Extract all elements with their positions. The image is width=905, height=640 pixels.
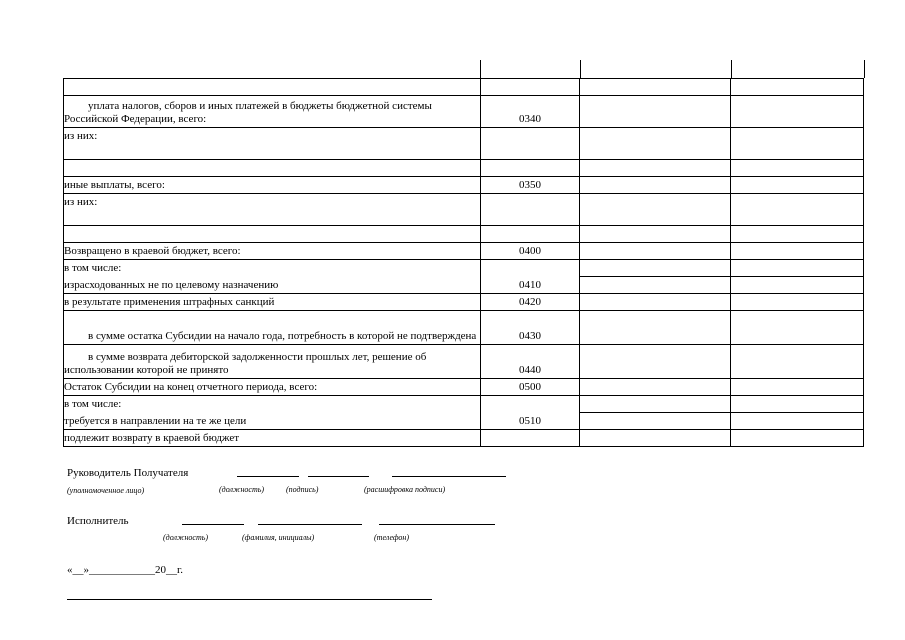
row-value-cell[interactable] [731,96,864,128]
table-row [64,311,864,345]
row-value-cell[interactable] [580,160,731,177]
table-row [64,396,864,413]
row-value-cell[interactable] [580,243,731,260]
row-value-cell[interactable] [580,128,731,160]
row-code: 0430 [481,311,580,345]
row-label [64,160,481,177]
row-label: уплата налогов, сборов и иных платежей в бюджеты бюджетной системы Российской Федерации, всего: [64,96,481,128]
row-label: иные выплаты, всего: [64,177,481,194]
row-value-cell[interactable] [731,177,864,194]
row-label [64,79,481,96]
row-value-cell[interactable] [580,345,731,379]
head-sign-line [308,476,369,477]
table-row [64,345,864,379]
exec-label: Исполнитель [67,515,129,527]
exec-name-caption: (фамилия, инициалы) [242,533,315,542]
row-value-cell[interactable] [731,379,864,396]
row-value-cell[interactable] [731,243,864,260]
table-row [64,243,864,260]
row-code: 0500 [481,379,580,396]
row-code [481,79,580,96]
head-position-caption: (должность) [219,485,265,494]
exec-position-caption: (должность) [163,533,209,542]
row-value-cell[interactable] [580,194,731,226]
head-sign-caption: (подпись) [286,485,319,494]
exec-name-line [258,524,362,525]
row-value-cell[interactable] [580,396,731,413]
row-value-cell[interactable] [731,413,864,430]
row-code: 0350 [481,177,580,194]
table-row [64,294,864,311]
row-value-cell[interactable] [731,128,864,160]
report-table [63,78,864,447]
exec-phone-caption: (телефон) [374,533,410,542]
row-label [64,226,481,243]
head-name-caption: (расшифровка подписи) [364,485,446,494]
row-code [481,226,580,243]
row-code [481,160,580,177]
row-value-cell[interactable] [580,379,731,396]
table-row [64,177,864,194]
footnote-separator [67,599,432,600]
row-value-cell[interactable] [731,277,864,294]
date-line: «__»____________20__г. [67,564,184,576]
row-value-cell[interactable] [731,294,864,311]
table-row [64,96,864,128]
row-code: 0420 [481,294,580,311]
row-code: 0440 [481,345,580,379]
head-sub-caption: (уполномоченное лицо) [67,486,145,495]
exec-position-line [182,524,244,525]
head-position-line [237,476,299,477]
row-code [481,194,580,226]
table-row [64,194,864,226]
row-value-cell[interactable] [580,177,731,194]
row-value-cell[interactable] [731,79,864,96]
row-label: подлежит возврату в краевой бюджет [64,430,481,447]
table-top-stub [480,60,865,78]
row-value-cell[interactable] [580,96,731,128]
table-row [64,260,864,277]
table-row [64,430,864,447]
table-row [64,226,864,243]
table-row [64,128,864,160]
row-code: 0510 [481,413,580,430]
row-label: в сумме возврата дебиторской задолженности прошлых лет, решение об использовании которой не принято [64,345,481,379]
row-value-cell[interactable] [731,311,864,345]
row-label: израсходованных не по целевому назначению [64,277,481,294]
row-value-cell[interactable] [731,345,864,379]
head-label: Руководитель Получателя [67,467,189,479]
row-code [481,396,580,413]
row-value-cell[interactable] [580,311,731,345]
row-value-cell[interactable] [580,79,731,96]
row-value-cell[interactable] [580,260,731,277]
row-value-cell[interactable] [580,294,731,311]
row-value-cell[interactable] [731,430,864,447]
row-label: Остаток Субсидии на конец отчетного периода, всего: [64,379,481,396]
row-value-cell[interactable] [731,260,864,277]
row-value-cell[interactable] [580,413,731,430]
row-value-cell[interactable] [731,194,864,226]
row-label: Возвращено в краевой бюджет, всего: [64,243,481,260]
row-value-cell[interactable] [580,430,731,447]
row-code [481,430,580,447]
row-value-cell[interactable] [580,277,731,294]
row-value-cell[interactable] [580,226,731,243]
row-label: в результате применения штрафных санкций [64,294,481,311]
row-code: 0400 [481,243,580,260]
row-label: в том числе: [64,260,481,277]
row-code [481,128,580,160]
table-row [64,379,864,396]
row-label: требуется в направлении на те же цели [64,413,481,430]
row-code: 0410 [481,277,580,294]
row-label: в сумме остатка Субсидии на начало года, потребность в которой не подтверждена [64,311,481,345]
row-value-cell[interactable] [731,396,864,413]
row-code [481,260,580,277]
row-value-cell[interactable] [731,226,864,243]
row-label: в том числе: [64,396,481,413]
table-row [64,413,864,430]
row-label: из них: [64,128,481,160]
row-value-cell[interactable] [731,160,864,177]
table-row [64,277,864,294]
head-name-line [392,476,506,477]
exec-phone-line [379,524,495,525]
table-row [64,79,864,96]
row-code: 0340 [481,96,580,128]
table-row [64,160,864,177]
row-label: из них: [64,194,481,226]
